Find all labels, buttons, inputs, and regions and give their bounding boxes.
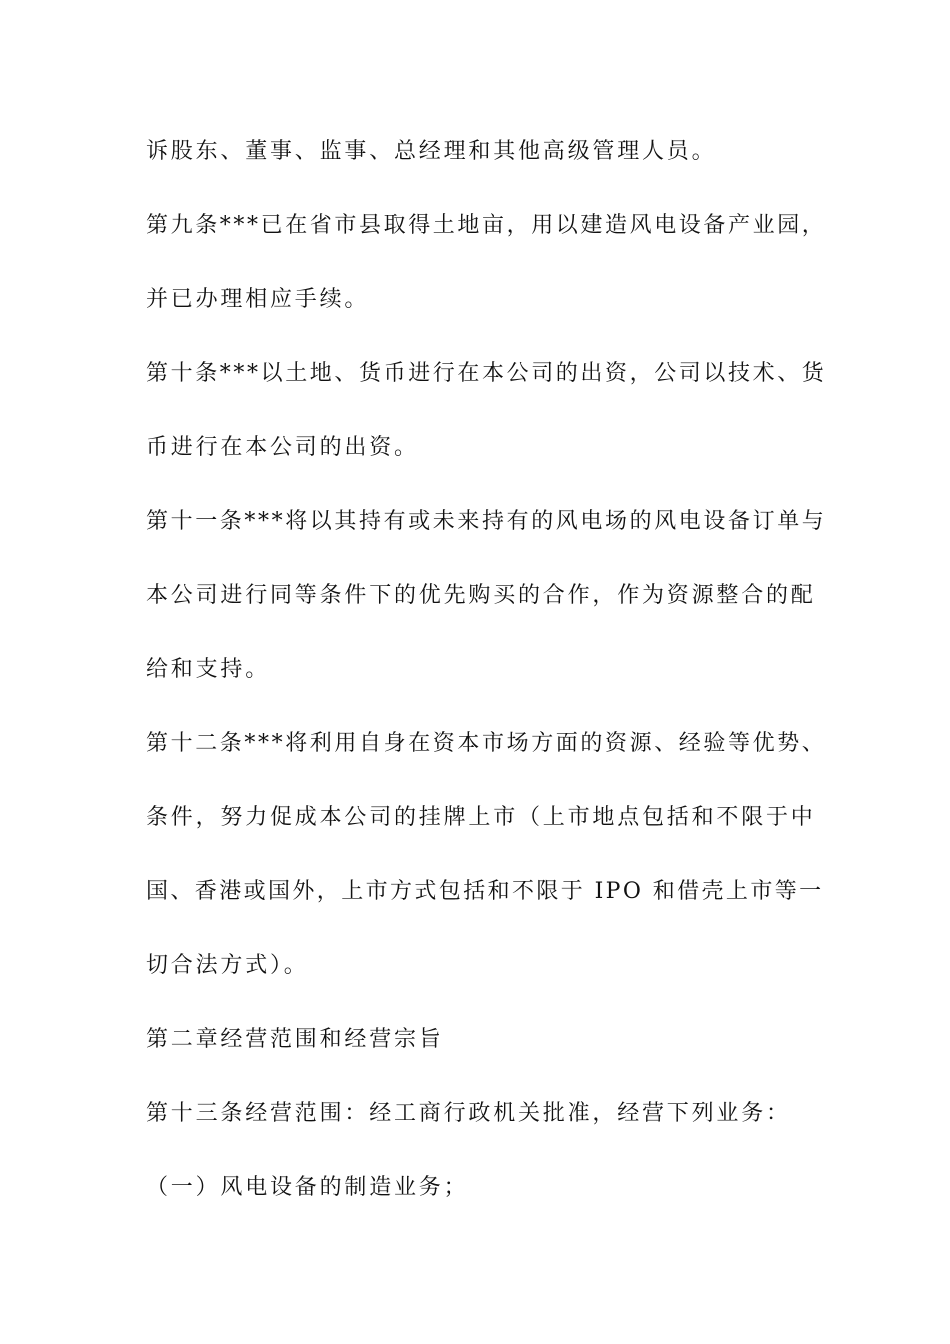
- text-line: 币进行在本公司的出资。: [146, 435, 419, 460]
- text-line: 本公司进行同等条件下的优先购买的合作，作为资源整合的配: [146, 583, 816, 608]
- chapter-heading: 第二章经营范围和经营宗旨: [146, 1027, 444, 1052]
- text-line: 第十三条经营范围：经工商行政机关批准，经营下列业务：: [146, 1101, 791, 1126]
- text-line: 第十二条***将利用自身在资本市场方面的资源、经验等优势、: [146, 731, 827, 756]
- text-line: 第九条***已在省市县取得土地亩，用以建造风电设备产业园，: [146, 213, 827, 238]
- text-line: 国、香港或国外，上市方式包括和不限于 IPO 和借壳上市等一: [146, 879, 824, 904]
- text-line: 给和支持。: [146, 657, 271, 682]
- text-line: 条件，努力促成本公司的挂牌上市（上市地点包括和不限于中: [146, 805, 816, 830]
- list-item: （一）风电设备的制造业务；: [146, 1175, 469, 1200]
- text-line: 并已办理相应手续。: [146, 287, 370, 312]
- text-line: 诉股东、董事、监事、总经理和其他高级管理人员。: [146, 139, 717, 164]
- text-line: 第十条***以土地、货币进行在本公司的出资，公司以技术、货: [146, 361, 827, 386]
- text-line: 切合法方式）。: [146, 953, 309, 978]
- text-line: 第十一条***将以其持有或未来持有的风电场的风电设备订单与: [146, 509, 827, 534]
